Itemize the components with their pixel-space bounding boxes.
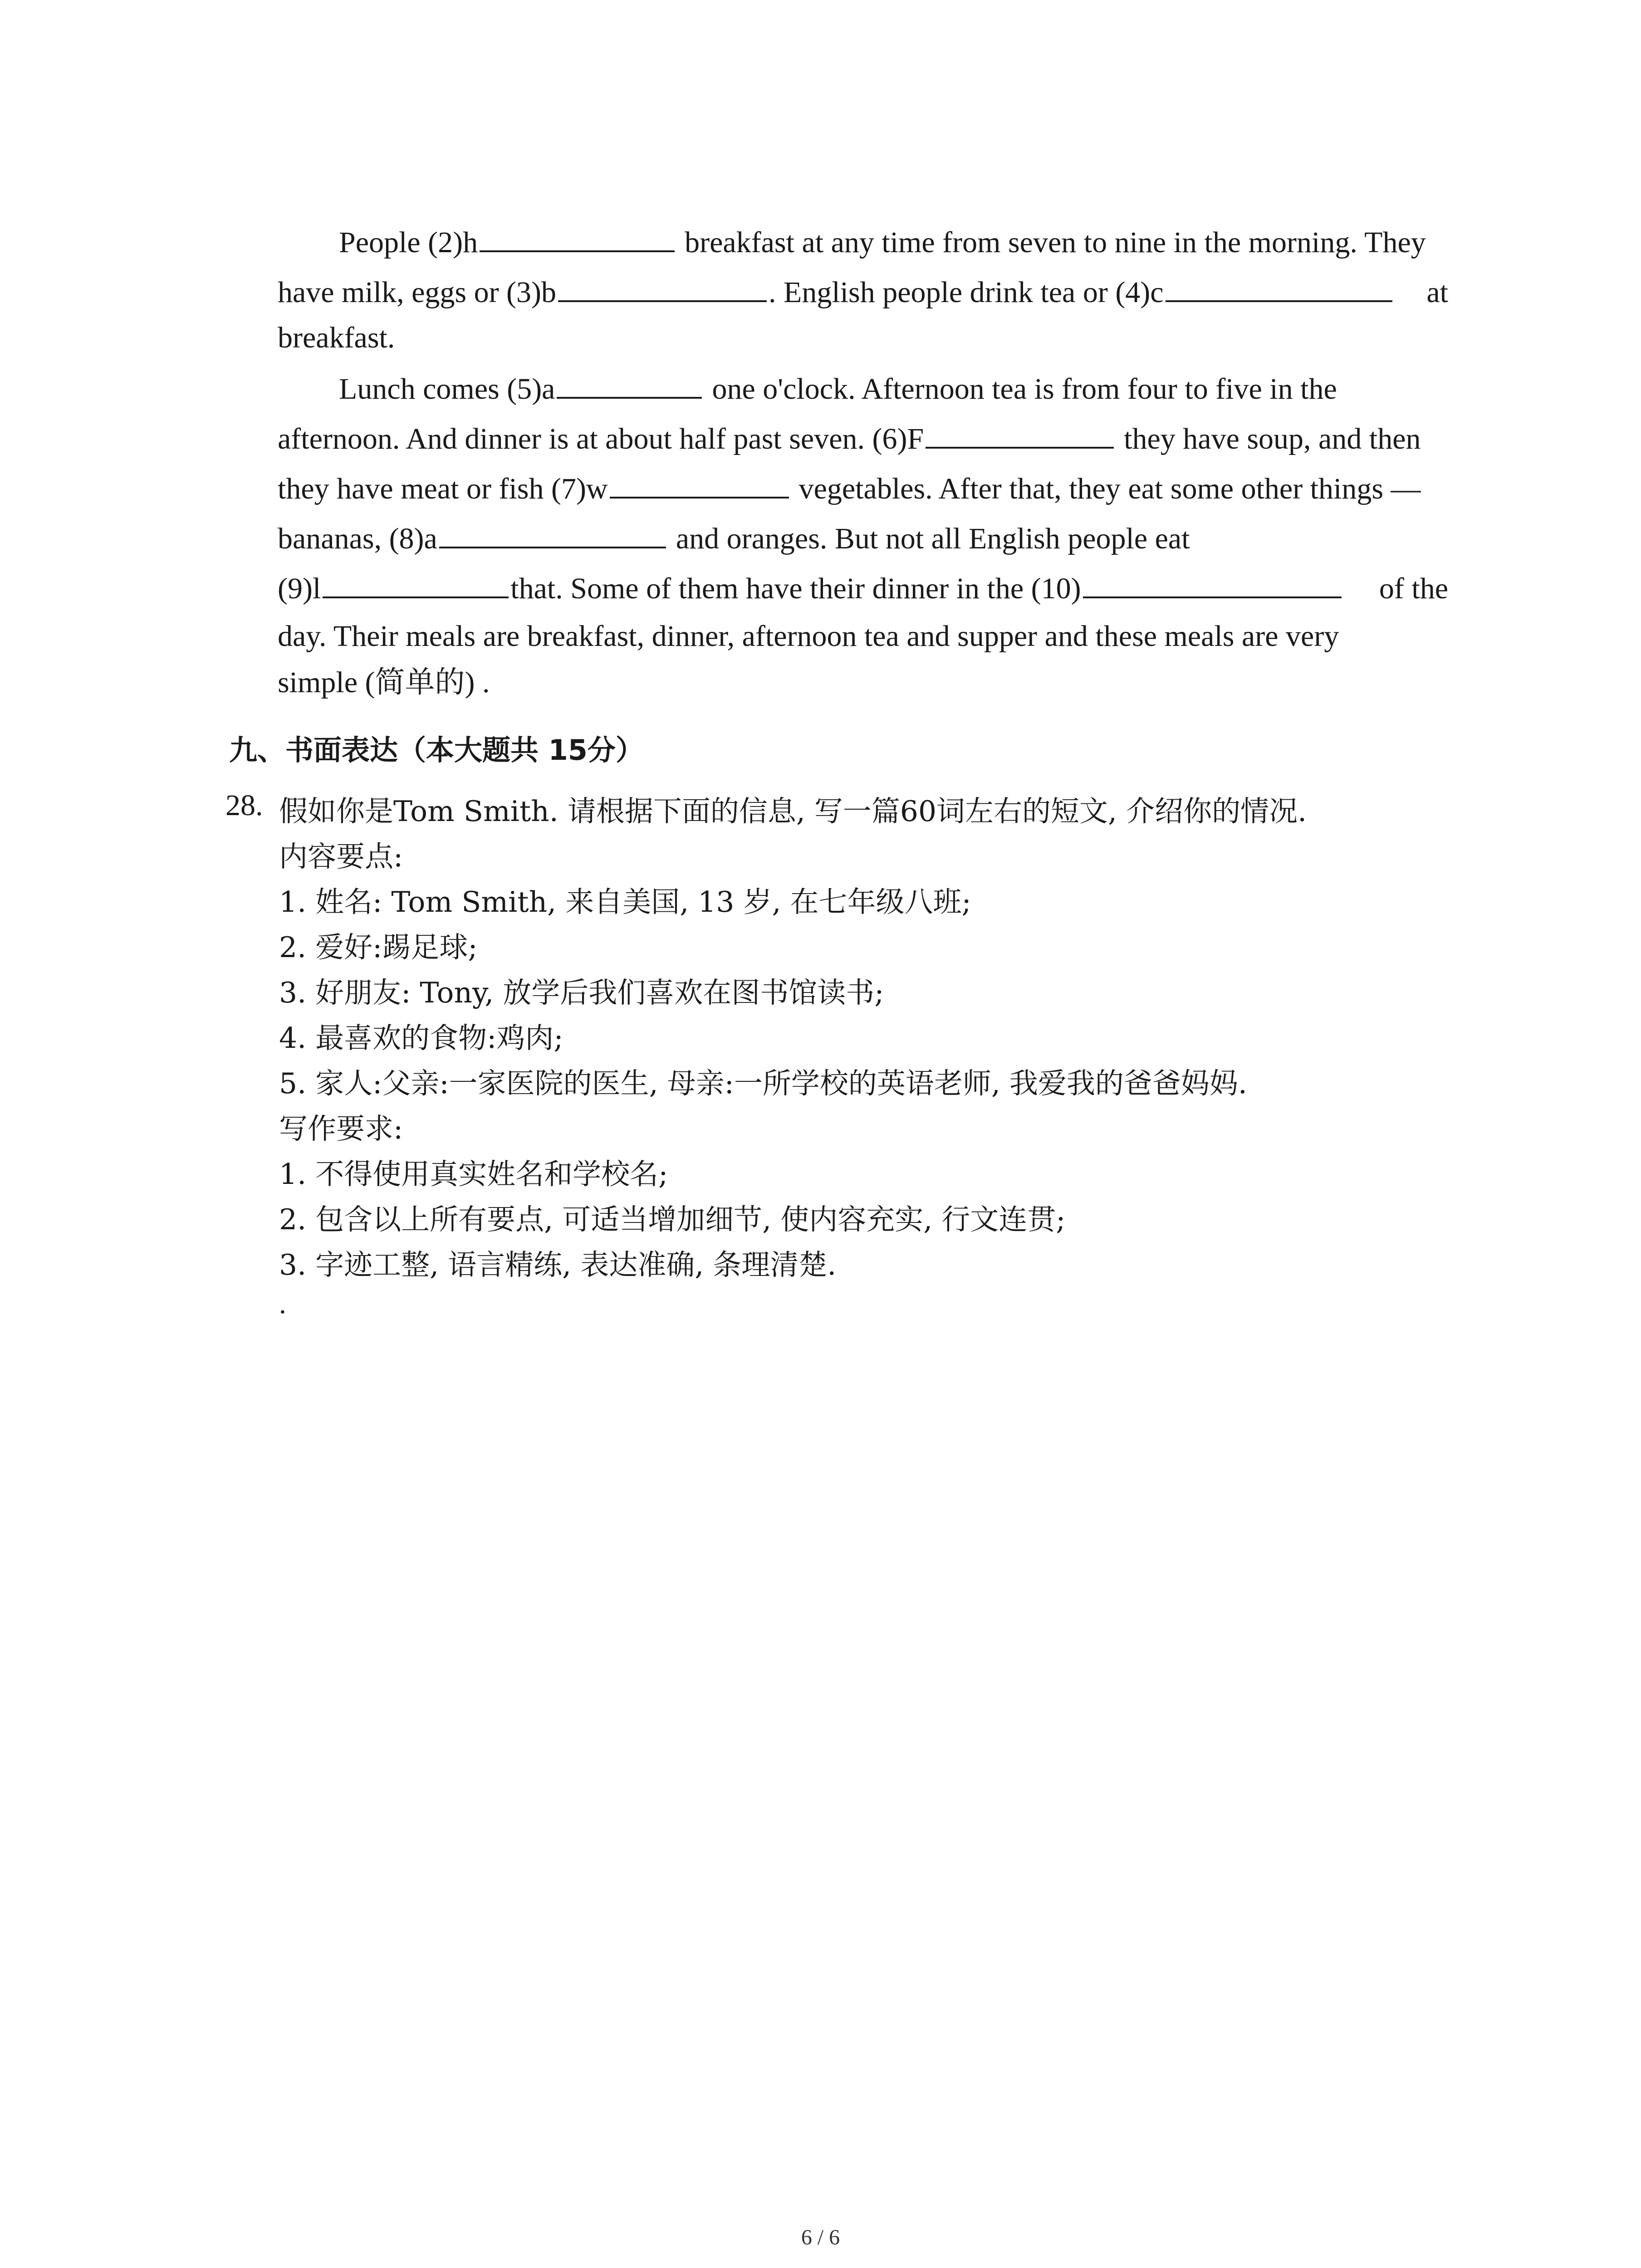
content-point: 4. 最喜欢的食物:鸡肉; bbox=[279, 1022, 563, 1055]
answer-blank-3[interactable] bbox=[558, 300, 767, 302]
passage-line: Lunch comes (5)a one o'clock. Afternoon tea is from four to five in the bbox=[339, 372, 1337, 406]
answer-blank-2[interactable] bbox=[480, 250, 675, 252]
passage-line: have milk, eggs or (3)b . English people drink tea or (4)c at bbox=[278, 276, 1448, 309]
writing-requirements-label: 写作要求: bbox=[279, 1112, 403, 1145]
answer-blank-6[interactable] bbox=[926, 446, 1114, 449]
answer-blank-9[interactable] bbox=[323, 596, 509, 598]
passage-line: (9)l that. Some of them have their dinner in the (10) of the bbox=[278, 572, 1448, 605]
content-point: 5. 家人:父亲:一家医院的医生, 母亲:一所学校的英语老师, 我爱我的爸爸妈妈. bbox=[279, 1067, 1247, 1100]
passage-line: People (2)h breakfast at any time from seven to nine in the morning. They bbox=[339, 226, 1426, 259]
page-number: 6 / 6 bbox=[801, 2225, 840, 2249]
question-number: 28. bbox=[225, 789, 263, 822]
trailing-mark: . bbox=[279, 1288, 286, 1320]
passage-line: afternoon. And dinner is at about half past seven. (6)F they have soup, and then bbox=[278, 422, 1421, 455]
answer-blank-8[interactable] bbox=[439, 546, 666, 548]
content-point: 3. 好朋友: Tony, 放学后我们喜欢在图书馆读书; bbox=[279, 976, 884, 1009]
content-point: 2. 爱好:踢足球; bbox=[279, 931, 478, 964]
answer-blank-4[interactable] bbox=[1166, 300, 1392, 302]
passage-line: simple (简单的) . bbox=[278, 666, 490, 699]
content-point: 1. 姓名: Tom Smith, 来自美国, 13 岁, 在七年级八班; bbox=[279, 885, 971, 919]
passage-line: breakfast. bbox=[278, 321, 395, 354]
answer-blank-7[interactable] bbox=[610, 496, 789, 499]
writing-requirement: 1. 不得使用真实姓名和学校名; bbox=[279, 1158, 668, 1191]
writing-requirement: 2. 包含以上所有要点, 可适当增加细节, 使内容充实, 行文连贯; bbox=[279, 1203, 1066, 1236]
question-prompt: 假如你是Tom Smith. 请根据下面的信息, 写一篇60词左右的短文, 介绍你的情况. bbox=[279, 795, 1307, 828]
section-heading: 九、书面表达（本大题共 15分） bbox=[229, 733, 644, 767]
answer-blank-5[interactable] bbox=[557, 396, 702, 399]
content-points-label: 内容要点: bbox=[279, 840, 403, 873]
writing-requirement: 3. 字迹工整, 语言精练, 表达准确, 条理清楚. bbox=[279, 1248, 837, 1281]
passage-line: day. Their meals are breakfast, dinner, afternoon tea and supper and these meals are very bbox=[278, 620, 1339, 653]
answer-blank-10[interactable] bbox=[1083, 596, 1342, 598]
passage-line: bananas, (8)a and oranges. But not all English people eat bbox=[278, 522, 1190, 555]
passage-line: they have meat or fish (7)w vegetables. After that, they eat some other things — bbox=[278, 472, 1421, 505]
